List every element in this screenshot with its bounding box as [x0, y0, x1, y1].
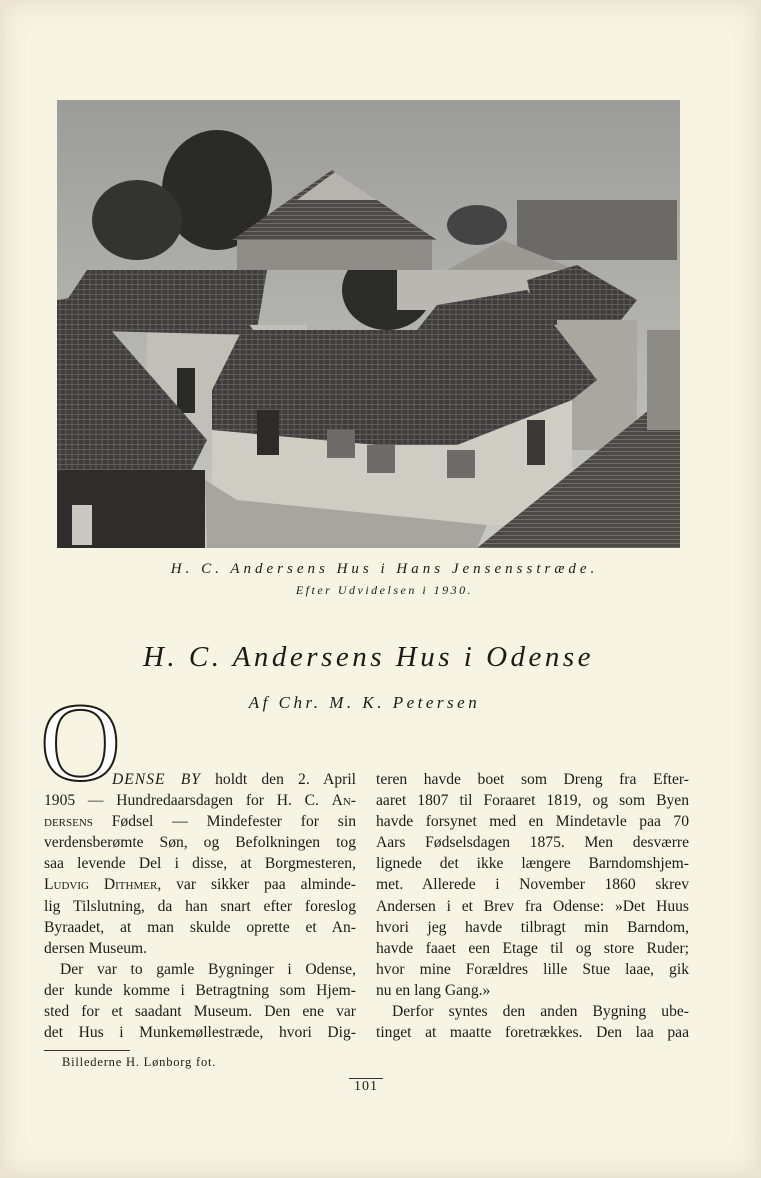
drop-cap: O [40, 681, 121, 805]
footnote: Billederne H. Lønborg fot. [62, 1055, 217, 1069]
text-line: der kunde komme i Betragtning som Hjem- [44, 981, 356, 999]
text-line: saa levende Del i disse, at Borgmesteren, [44, 855, 356, 873]
article-title: H. C. Andersens Hus i Odense [142, 641, 595, 673]
article-byline: Af Chr. M. K. Petersen [248, 693, 481, 712]
text-line: met. Allerede i November 1860 skrev [376, 876, 689, 894]
text-line: aaret 1807 til Foraaret 1819, og som Byen [376, 792, 689, 810]
text-line: Byraadet, at man skulde oprette et An- [44, 918, 356, 936]
text-line [44, 769, 356, 790]
photo-andersen-house [57, 100, 680, 548]
text-line: teren havde boet som Dreng fra Efter- [376, 771, 689, 788]
text-smallcaps: An- [331, 792, 356, 810]
text-column-left [44, 769, 356, 1043]
text-smallcaps: Ludvig Dithmer [44, 876, 158, 894]
text-line: lignede det ikke længere Barndomshjem- [376, 855, 689, 873]
text-line: Aars Fødselsdagen 1875. Men desværre [376, 834, 689, 852]
page-number: 101 [354, 1079, 378, 1094]
text-line: lig Tilslutning, da han snart efter foreslog [44, 897, 356, 915]
text-line: verdensberømte Søn, og Befolkningen tog [44, 834, 356, 852]
text-line: Der var to gamle Bygninger i Odense, [60, 960, 356, 978]
text-line: tinget at maatte foretrækkes. Den laa paa [376, 1024, 689, 1042]
text-line: nu en lang Gang.» [376, 981, 491, 999]
text-line: hvor mine Forældres lille Stue laae, gik [376, 960, 689, 978]
text: holdt den 2. April [200, 771, 356, 788]
photo-subcaption: Efter Udvidelsen i 1930. [295, 583, 474, 597]
text-line: havde forsynet med en Mindetavle paa 70 [376, 813, 689, 831]
text: Fødsel — Mindefester for sin [92, 813, 356, 831]
text-line: dersen Museum. [44, 939, 148, 957]
photo-caption: H. C. Andersens Hus i Hans Jensensstræde. [170, 561, 599, 577]
text-line: det Hus i Munkemøllestræde, hvori Dig- [44, 1024, 356, 1042]
house-photograph [57, 100, 680, 548]
text: , var sikker paa alminde- [157, 876, 356, 894]
text-line: hvori jeg havde tilbragt min Barndom, [376, 918, 689, 936]
text: 1905 — Hundredaarsdagen for H. C. [44, 792, 332, 810]
text-italic: DENSE BY [112, 771, 201, 788]
text-column-right [376, 769, 689, 1043]
text-line: sted for et saadant Museum. Den ene var [44, 1003, 356, 1021]
text-line [44, 811, 356, 832]
book-page [4, 3, 756, 1173]
text-line [44, 874, 356, 895]
text-line [44, 790, 356, 811]
text-line: Andersen i et Brev fra Odense: »Det Huus [376, 897, 689, 915]
footnote-divider [44, 1050, 130, 1051]
text-line: havde faaet een Etage til og store Ruder; [376, 939, 689, 957]
text-line: Derfor syntes den anden Bygning ube- [392, 1003, 689, 1021]
text-smallcaps: dersens [44, 813, 93, 831]
